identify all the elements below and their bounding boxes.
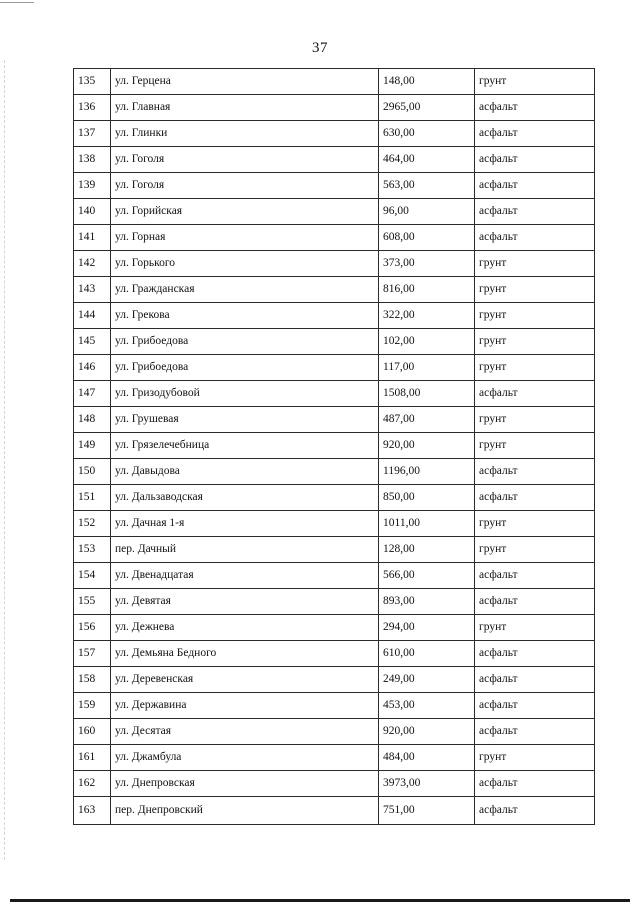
table-row <box>74 355 595 381</box>
table-row <box>74 771 595 797</box>
row-number-cell: 158 <box>74 667 111 693</box>
length-cell: 249,00 <box>379 667 475 693</box>
length-cell: 148,00 <box>379 69 475 95</box>
table-row <box>74 121 595 147</box>
row-number-cell: 140 <box>74 199 111 225</box>
length-cell: 102,00 <box>379 329 475 355</box>
table-row <box>74 589 595 615</box>
length-cell: 1196,00 <box>379 459 475 485</box>
street-name-cell: ул. Главная <box>111 95 379 121</box>
table-row <box>74 485 595 511</box>
street-name-cell: ул. Демьяна Бедного <box>111 641 379 667</box>
row-number-cell: 152 <box>74 511 111 537</box>
surface-cell: асфальт <box>475 459 595 485</box>
length-cell: 3973,00 <box>379 771 475 797</box>
street-name-cell: ул. Дежнева <box>111 615 379 641</box>
length-cell: 816,00 <box>379 277 475 303</box>
street-name-cell: ул. Грекова <box>111 303 379 329</box>
row-number-cell: 136 <box>74 95 111 121</box>
street-name-cell: ул. Давыдова <box>111 459 379 485</box>
row-number-cell: 151 <box>74 485 111 511</box>
length-cell: 893,00 <box>379 589 475 615</box>
length-cell: 630,00 <box>379 121 475 147</box>
street-name-cell: ул. Горького <box>111 251 379 277</box>
row-number-cell: 157 <box>74 641 111 667</box>
street-name-cell: ул. Десятая <box>111 719 379 745</box>
row-number-cell: 161 <box>74 745 111 771</box>
row-number-cell: 163 <box>74 797 111 825</box>
page-number: 37 <box>312 40 328 56</box>
length-cell: 920,00 <box>379 433 475 459</box>
table-row <box>74 407 595 433</box>
surface-cell: асфальт <box>475 589 595 615</box>
row-number-cell: 162 <box>74 771 111 797</box>
surface-cell: грунт <box>475 615 595 641</box>
surface-cell: грунт <box>475 251 595 277</box>
surface-cell: асфальт <box>475 147 595 173</box>
street-name-cell: ул. Днепровская <box>111 771 379 797</box>
table-row <box>74 173 595 199</box>
table-row <box>74 433 595 459</box>
street-name-cell: пер. Дачный <box>111 537 379 563</box>
street-name-cell: ул. Глинки <box>111 121 379 147</box>
row-number-cell: 147 <box>74 381 111 407</box>
surface-cell: асфальт <box>475 225 595 251</box>
surface-cell: грунт <box>475 303 595 329</box>
street-name-cell: ул. Деревенская <box>111 667 379 693</box>
length-cell: 1011,00 <box>379 511 475 537</box>
street-name-cell: ул. Гоголя <box>111 173 379 199</box>
table-row <box>74 797 595 825</box>
row-number-cell: 150 <box>74 459 111 485</box>
length-cell: 322,00 <box>379 303 475 329</box>
table-row <box>74 537 595 563</box>
scan-edge-top <box>0 2 34 3</box>
table-row <box>74 251 595 277</box>
table-row <box>74 199 595 225</box>
length-cell: 294,00 <box>379 615 475 641</box>
row-number-cell: 146 <box>74 355 111 381</box>
surface-cell: асфальт <box>475 667 595 693</box>
surface-cell: грунт <box>475 277 595 303</box>
row-number-cell: 155 <box>74 589 111 615</box>
scan-edge-bottom <box>10 899 630 902</box>
surface-cell: асфальт <box>475 563 595 589</box>
length-cell: 610,00 <box>379 641 475 667</box>
length-cell: 566,00 <box>379 563 475 589</box>
length-cell: 96,00 <box>379 199 475 225</box>
street-name-cell: ул. Державина <box>111 693 379 719</box>
table-row <box>74 511 595 537</box>
length-cell: 373,00 <box>379 251 475 277</box>
street-name-cell: ул. Грязелечебница <box>111 433 379 459</box>
surface-cell: грунт <box>475 407 595 433</box>
surface-cell: грунт <box>475 511 595 537</box>
length-cell: 2965,00 <box>379 95 475 121</box>
row-number-cell: 137 <box>74 121 111 147</box>
street-name-cell: ул. Джамбула <box>111 745 379 771</box>
length-cell: 453,00 <box>379 693 475 719</box>
row-number-cell: 160 <box>74 719 111 745</box>
row-number-cell: 139 <box>74 173 111 199</box>
street-name-cell: ул. Гражданская <box>111 277 379 303</box>
surface-cell: асфальт <box>475 641 595 667</box>
surface-cell: асфальт <box>475 199 595 225</box>
surface-cell: грунт <box>475 355 595 381</box>
surface-cell: асфальт <box>475 121 595 147</box>
street-name-cell: ул. Грибоедова <box>111 355 379 381</box>
row-number-cell: 143 <box>74 277 111 303</box>
length-cell: 128,00 <box>379 537 475 563</box>
table-row <box>74 95 595 121</box>
street-name-cell: пер. Днепровский <box>111 797 379 825</box>
surface-cell: асфальт <box>475 173 595 199</box>
row-number-cell: 145 <box>74 329 111 355</box>
surface-cell: грунт <box>475 69 595 95</box>
street-name-cell: ул. Девятая <box>111 589 379 615</box>
surface-cell: грунт <box>475 745 595 771</box>
table-row <box>74 719 595 745</box>
row-number-cell: 144 <box>74 303 111 329</box>
surface-cell: грунт <box>475 537 595 563</box>
table-row <box>74 277 595 303</box>
row-number-cell: 154 <box>74 563 111 589</box>
row-number-cell: 156 <box>74 615 111 641</box>
surface-cell: асфальт <box>475 693 595 719</box>
row-number-cell: 149 <box>74 433 111 459</box>
street-name-cell: ул. Горная <box>111 225 379 251</box>
table-row <box>74 459 595 485</box>
street-name-cell: ул. Гризодубовой <box>111 381 379 407</box>
row-number-cell: 153 <box>74 537 111 563</box>
street-name-cell: ул. Двенадцатая <box>111 563 379 589</box>
row-number-cell: 148 <box>74 407 111 433</box>
length-cell: 920,00 <box>379 719 475 745</box>
table-row <box>74 615 595 641</box>
length-cell: 1508,00 <box>379 381 475 407</box>
length-cell: 484,00 <box>379 745 475 771</box>
length-cell: 117,00 <box>379 355 475 381</box>
length-cell: 608,00 <box>379 225 475 251</box>
table-row <box>74 693 595 719</box>
table-row <box>74 303 595 329</box>
scan-edge-left <box>4 60 5 860</box>
row-number-cell: 142 <box>74 251 111 277</box>
surface-cell: асфальт <box>475 381 595 407</box>
table-row <box>74 641 595 667</box>
length-cell: 751,00 <box>379 797 475 825</box>
row-number-cell: 159 <box>74 693 111 719</box>
table-row <box>74 667 595 693</box>
street-name-cell: ул. Гоголя <box>111 147 379 173</box>
length-cell: 464,00 <box>379 147 475 173</box>
surface-cell: асфальт <box>475 771 595 797</box>
street-name-cell: ул. Грибоедова <box>111 329 379 355</box>
surface-cell: асфальт <box>475 797 595 825</box>
roads-table <box>73 68 595 825</box>
surface-cell: асфальт <box>475 719 595 745</box>
surface-cell: грунт <box>475 433 595 459</box>
table-row <box>74 563 595 589</box>
table-row <box>74 381 595 407</box>
surface-cell: асфальт <box>475 485 595 511</box>
table-row <box>74 329 595 355</box>
surface-cell: грунт <box>475 329 595 355</box>
table-row <box>74 225 595 251</box>
row-number-cell: 138 <box>74 147 111 173</box>
roads-table-body <box>74 69 595 825</box>
length-cell: 563,00 <box>379 173 475 199</box>
street-name-cell: ул. Герцена <box>111 69 379 95</box>
row-number-cell: 135 <box>74 69 111 95</box>
row-number-cell: 141 <box>74 225 111 251</box>
surface-cell: асфальт <box>475 95 595 121</box>
table-row <box>74 147 595 173</box>
street-name-cell: ул. Горийская <box>111 199 379 225</box>
table-row <box>74 69 595 95</box>
length-cell: 850,00 <box>379 485 475 511</box>
table-row <box>74 745 595 771</box>
street-name-cell: ул. Дачная 1-я <box>111 511 379 537</box>
street-name-cell: ул. Дальзаводская <box>111 485 379 511</box>
street-name-cell: ул. Грушевая <box>111 407 379 433</box>
length-cell: 487,00 <box>379 407 475 433</box>
